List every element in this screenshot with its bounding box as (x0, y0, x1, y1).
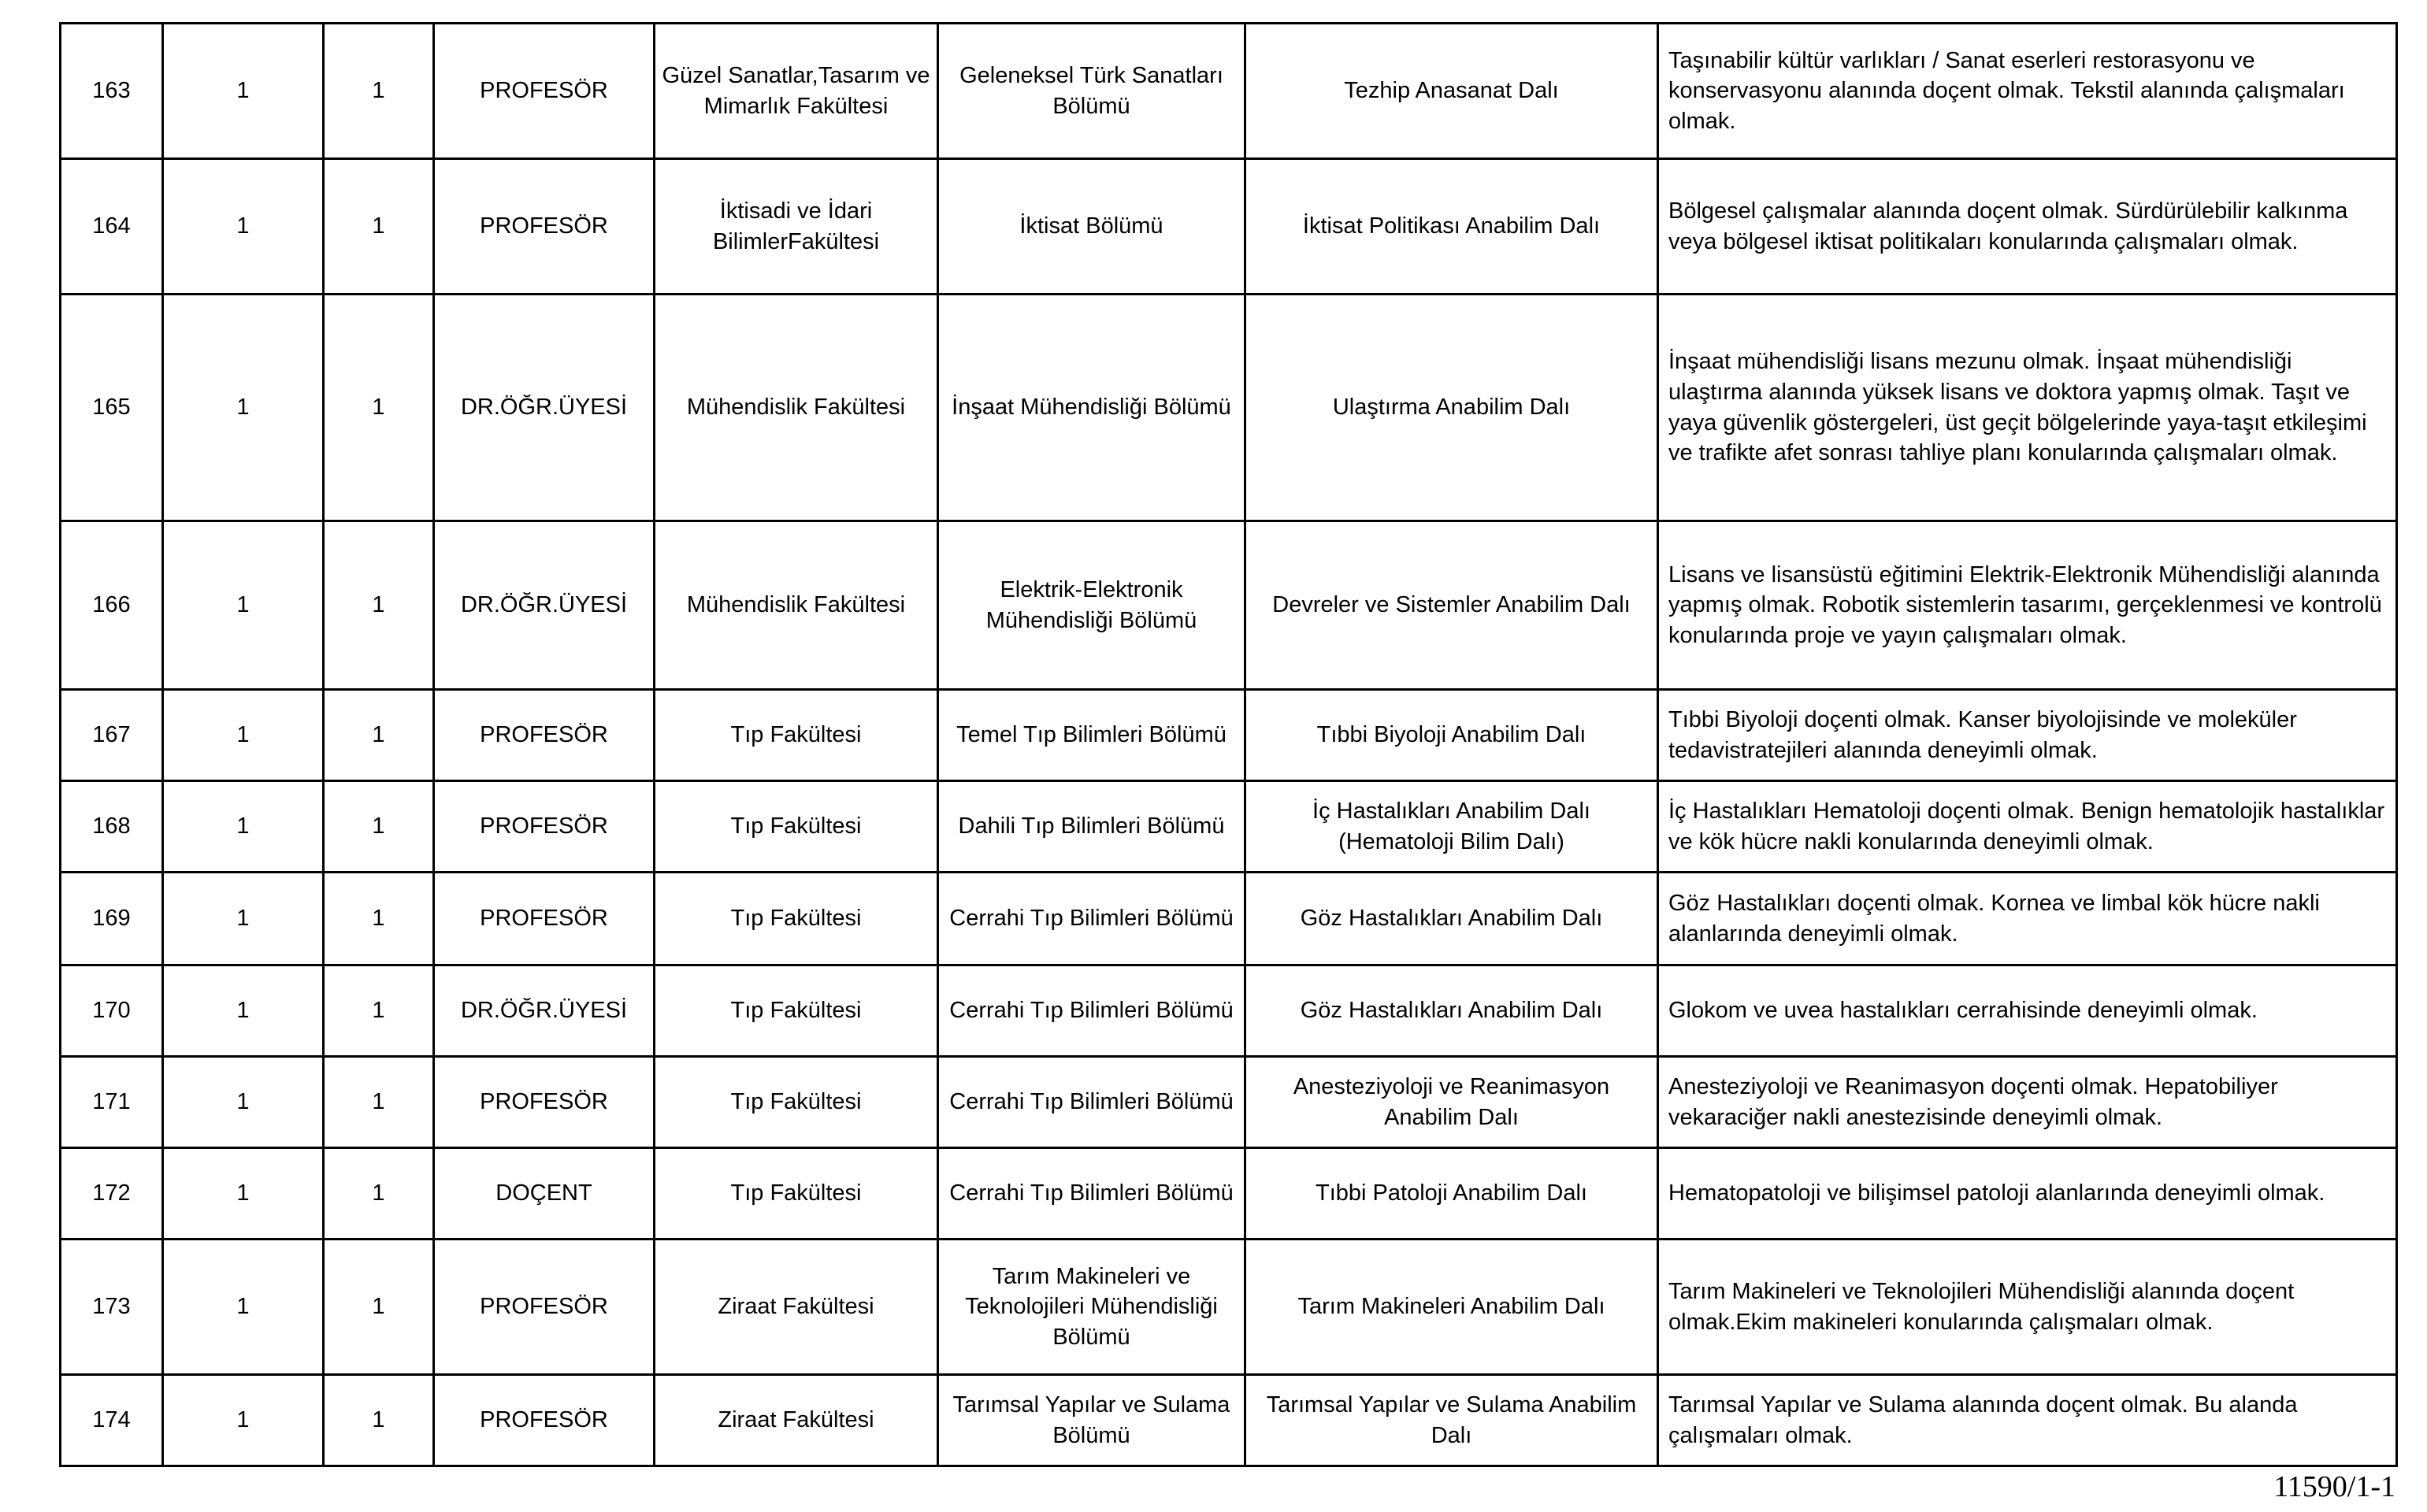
table-row (61, 781, 2397, 873)
cell-program: Devreler ve Sistemler Anabilim Dalı (1245, 521, 1658, 690)
cell-count-1: 1 (163, 965, 324, 1057)
cell-row-number: 167 (61, 690, 163, 781)
cell-row-number: 174 (61, 1375, 163, 1466)
cell-program: Tarım Makineleri Anabilim Dalı (1245, 1240, 1658, 1375)
table-row (61, 24, 2397, 159)
cell-count-1: 1 (163, 781, 324, 873)
cell-count-1: 1 (163, 295, 324, 521)
cell-requirements: Lisans ve lisansüstü eğitimini Elektrik-Elektronik Mühendisliği alanında yapmış olmak. Robotik sistemlerin tasarımı, gerçeklenmesi ve kontrolü konularında proje ve yayın çalışmaları olmak. (1658, 521, 2397, 690)
cell-count-1: 1 (163, 1375, 324, 1466)
cell-department: Tarımsal Yapılar ve Sulama Bölümü (938, 1375, 1245, 1466)
cell-department: Cerrahi Tıp Bilimleri Bölümü (938, 1148, 1245, 1240)
table-row (61, 1375, 2397, 1466)
cell-count-1: 1 (163, 159, 324, 295)
cell-count-2: 1 (324, 1375, 434, 1466)
cell-count-1: 1 (163, 1057, 324, 1148)
table-row (61, 1240, 2397, 1375)
cell-faculty: Mühendislik Fakültesi (655, 295, 938, 521)
cell-requirements: Tarımsal Yapılar ve Sulama alanında doçent olmak. Bu alanda çalışmaları olmak. (1658, 1375, 2397, 1466)
cell-faculty: Güzel Sanatlar,Tasarım ve Mimarlık Fakültesi (655, 24, 938, 159)
cell-requirements: Tıbbi Biyoloji doçenti olmak. Kanser biyolojisinde ve moleküler tedavistratejileri alanında deneyimli olmak. (1658, 690, 2397, 781)
cell-program: Tezhip Anasanat Dalı (1245, 24, 1658, 159)
cell-count-2: 1 (324, 690, 434, 781)
cell-faculty: Tıp Fakültesi (655, 965, 938, 1057)
cell-count-1: 1 (163, 1240, 324, 1375)
table-row (61, 295, 2397, 521)
table-row (61, 1057, 2397, 1148)
cell-count-1: 1 (163, 24, 324, 159)
cell-title: DR.ÖĞR.ÜYESİ (434, 521, 655, 690)
cell-faculty: Ziraat Fakültesi (655, 1375, 938, 1466)
cell-row-number: 171 (61, 1057, 163, 1148)
cell-requirements: Göz Hastalıkları doçenti olmak. Kornea ve limbal kök hücre nakli alanlarında deneyimli olmak. (1658, 873, 2397, 965)
cell-title: PROFESÖR (434, 1240, 655, 1375)
cell-count-2: 1 (324, 521, 434, 690)
cell-faculty: Mühendislik Fakültesi (655, 521, 938, 690)
cell-program: Anesteziyoloji ve Reanimasyon Anabilim Dalı (1245, 1057, 1658, 1148)
cell-title: PROFESÖR (434, 1057, 655, 1148)
cell-row-number: 165 (61, 295, 163, 521)
table-row (61, 690, 2397, 781)
cell-count-1: 1 (163, 690, 324, 781)
cell-count-2: 1 (324, 1148, 434, 1240)
cell-count-2: 1 (324, 781, 434, 873)
cell-department: Cerrahi Tıp Bilimleri Bölümü (938, 1057, 1245, 1148)
table-row (61, 159, 2397, 295)
cell-program: Tarımsal Yapılar ve Sulama Anabilim Dalı (1245, 1375, 1658, 1466)
cell-title: PROFESÖR (434, 781, 655, 873)
cell-row-number: 173 (61, 1240, 163, 1375)
table-row (61, 965, 2397, 1057)
cell-count-1: 1 (163, 521, 324, 690)
cell-title: PROFESÖR (434, 1375, 655, 1466)
cell-faculty: Tıp Fakültesi (655, 1057, 938, 1148)
cell-faculty: İktisadi ve İdari BilimlerFakültesi (655, 159, 938, 295)
cell-title: PROFESÖR (434, 873, 655, 965)
cell-department: Cerrahi Tıp Bilimleri Bölümü (938, 965, 1245, 1057)
cell-requirements: Tarım Makineleri ve Teknolojileri Mühendisliği alanında doçent olmak.Ekim makineleri konularında çalışmaları olmak. (1658, 1240, 2397, 1375)
cell-requirements: İç Hastalıkları Hematoloji doçenti olmak. Benign hematolojik hastalıklar ve kök hücre nakli konularında deneyimli olmak. (1658, 781, 2397, 873)
cell-count-1: 1 (163, 1148, 324, 1240)
cell-department: Dahili Tıp Bilimleri Bölümü (938, 781, 1245, 873)
cell-row-number: 163 (61, 24, 163, 159)
cell-department: Geleneksel Türk Sanatları Bölümü (938, 24, 1245, 159)
cell-row-number: 166 (61, 521, 163, 690)
cell-faculty: Tıp Fakültesi (655, 1148, 938, 1240)
cell-row-number: 169 (61, 873, 163, 965)
cell-count-2: 1 (324, 965, 434, 1057)
cell-count-2: 1 (324, 1057, 434, 1148)
table-row (61, 873, 2397, 965)
cell-row-number: 164 (61, 159, 163, 295)
cell-department: İktisat Bölümü (938, 159, 1245, 295)
cell-title: DR.ÖĞR.ÜYESİ (434, 295, 655, 521)
cell-program: Ulaştırma Anabilim Dalı (1245, 295, 1658, 521)
cell-count-2: 1 (324, 24, 434, 159)
footer-reference-number: 11590/1-1 (2273, 1470, 2395, 1503)
cell-department: Elektrik-Elektronik Mühendisliği Bölümü (938, 521, 1245, 690)
cell-count-2: 1 (324, 1240, 434, 1375)
cell-department: Temel Tıp Bilimleri Bölümü (938, 690, 1245, 781)
cell-department: Tarım Makineleri ve Teknolojileri Mühendisliği Bölümü (938, 1240, 1245, 1375)
cell-requirements: Anesteziyoloji ve Reanimasyon doçenti olmak. Hepatobiliyer vekaraciğer nakli anestezisinde deneyimli olmak. (1658, 1057, 2397, 1148)
table-body (61, 24, 2397, 1466)
cell-program: Göz Hastalıkları Anabilim Dalı (1245, 873, 1658, 965)
cell-program: Tıbbi Biyoloji Anabilim Dalı (1245, 690, 1658, 781)
cell-requirements: İnşaat mühendisliği lisans mezunu olmak. İnşaat mühendisliği ulaştırma alanında yüksek lisans ve doktora yapmış olmak. Taşıt ve yaya güvenlik göstergeleri, üst geçit bölgelerinde yaya-taşıt etkileşimi ve trafikte afet sonrası tahliye planı konularında çalışmaları olmak. (1658, 295, 2397, 521)
cell-row-number: 170 (61, 965, 163, 1057)
cell-requirements: Bölgesel çalışmalar alanında doçent olmak. Sürdürülebilir kalkınma veya bölgesel iktisat politikaları konularında çalışmaları olmak. (1658, 159, 2397, 295)
cell-program: İç Hastalıkları Anabilim Dalı (Hematoloji Bilim Dalı) (1245, 781, 1658, 873)
cell-department: İnşaat Mühendisliği Bölümü (938, 295, 1245, 521)
cell-program: Tıbbi Patoloji Anabilim Dalı (1245, 1148, 1658, 1240)
cell-program: İktisat Politikası Anabilim Dalı (1245, 159, 1658, 295)
cell-title: PROFESÖR (434, 690, 655, 781)
cell-row-number: 172 (61, 1148, 163, 1240)
cell-title: PROFESÖR (434, 24, 655, 159)
cell-requirements: Hematopatoloji ve bilişimsel patoloji alanlarında deneyimli olmak. (1658, 1148, 2397, 1240)
cell-count-2: 1 (324, 295, 434, 521)
cell-requirements: Glokom ve uvea hastalıkları cerrahisinde deneyimli olmak. (1658, 965, 2397, 1057)
cell-requirements: Taşınabilir kültür varlıkları / Sanat eserleri restorasyonu ve konservasyonu alanında doçent olmak. Tekstil alanında çalışmaları olmak. (1658, 24, 2397, 159)
cell-department: Cerrahi Tıp Bilimleri Bölümü (938, 873, 1245, 965)
cell-title: PROFESÖR (434, 159, 655, 295)
cell-count-2: 1 (324, 159, 434, 295)
academic-positions-table (59, 22, 2398, 1467)
cell-title: DOÇENT (434, 1148, 655, 1240)
cell-count-1: 1 (163, 873, 324, 965)
cell-faculty: Tıp Fakültesi (655, 690, 938, 781)
table-row (61, 521, 2397, 690)
cell-row-number: 168 (61, 781, 163, 873)
cell-title: DR.ÖĞR.ÜYESİ (434, 965, 655, 1057)
cell-faculty: Tıp Fakültesi (655, 781, 938, 873)
table-row (61, 1148, 2397, 1240)
cell-faculty: Tıp Fakültesi (655, 873, 938, 965)
cell-faculty: Ziraat Fakültesi (655, 1240, 938, 1375)
cell-program: Göz Hastalıkları Anabilim Dalı (1245, 965, 1658, 1057)
cell-count-2: 1 (324, 873, 434, 965)
